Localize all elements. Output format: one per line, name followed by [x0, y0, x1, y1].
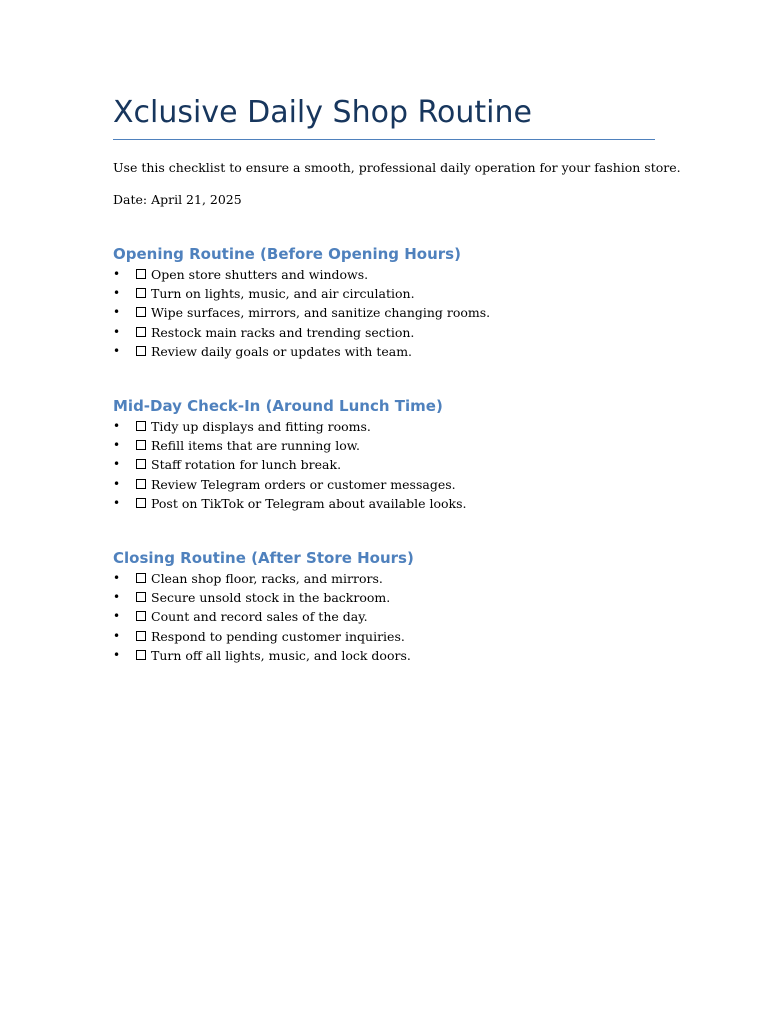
task-item: [113, 284, 655, 303]
bullet-icon: •: [113, 419, 121, 433]
task-text: Respond to pending customer inquiries.: [151, 628, 405, 644]
task-item: [113, 494, 655, 513]
checkbox-icon[interactable]: [136, 650, 146, 660]
bullet-icon: •: [113, 305, 121, 320]
task-item: [113, 646, 655, 665]
task-item: [113, 588, 655, 607]
checkbox-icon[interactable]: [136, 479, 146, 489]
bullet-icon: •: [113, 324, 121, 339]
checkbox-icon[interactable]: [136, 269, 146, 279]
task-text: Refill items that are running low.: [151, 438, 360, 454]
task-item: [113, 265, 655, 284]
task-item: [113, 569, 655, 588]
bullet-icon: •: [113, 438, 121, 453]
section-closing-routine: [113, 547, 655, 665]
title-divider: [113, 139, 655, 140]
bullet-icon: •: [113, 647, 121, 662]
task-text: Staff rotation for lunch break.: [151, 457, 342, 473]
task-item: [113, 436, 655, 455]
task-text: Secure unsold stock in the backroom.: [151, 590, 391, 606]
task-item: [113, 607, 655, 626]
task-list: [113, 417, 655, 513]
checkbox-icon[interactable]: [136, 631, 146, 641]
checkbox-icon[interactable]: [136, 346, 146, 356]
checkbox-icon[interactable]: [136, 307, 146, 317]
task-text: Restock main racks and trending section.: [151, 324, 415, 340]
task-item: [113, 342, 655, 361]
task-text: Open store shutters and windows.: [151, 267, 369, 282]
task-text: Review daily goals or updates with team.: [151, 343, 413, 359]
bullet-icon: •: [113, 476, 121, 491]
task-text: Count and record sales of the day.: [151, 609, 368, 625]
task-text: Turn on lights, music, and air circulation.: [151, 286, 415, 302]
task-item: [113, 303, 655, 322]
intro-paragraph: Use this checklist to ensure a smooth, professional daily operation for your fashion store.: [113, 160, 681, 175]
task-text: Post on TikTok or Telegram about available looks.: [151, 495, 467, 511]
task-item: [113, 475, 655, 494]
section-heading: Opening Routine (Before Opening Hours): [113, 245, 461, 263]
checkbox-icon[interactable]: [136, 611, 146, 621]
bullet-icon: •: [113, 571, 121, 585]
task-item: [113, 627, 655, 646]
task-item: [113, 455, 655, 474]
section-opening-routine: [113, 243, 655, 361]
task-item: [113, 323, 655, 342]
task-item: [113, 417, 655, 436]
bullet-icon: •: [113, 495, 121, 510]
task-text: Clean shop floor, racks, and mirrors.: [151, 571, 383, 586]
bullet-icon: •: [113, 590, 121, 605]
checkbox-icon[interactable]: [136, 459, 146, 469]
checkbox-icon[interactable]: [136, 327, 146, 337]
task-list: [113, 265, 655, 361]
checkbox-icon[interactable]: [136, 498, 146, 508]
date-line: Date: April 21, 2025: [113, 192, 242, 207]
checkbox-icon[interactable]: [136, 573, 146, 583]
bullet-icon: •: [113, 628, 121, 643]
task-text: Wipe surfaces, mirrors, and sanitize changing rooms.: [151, 305, 491, 321]
task-text: Review Telegram orders or customer messages.: [151, 476, 456, 492]
bullet-icon: •: [113, 457, 121, 472]
bullet-icon: •: [113, 343, 121, 358]
checkbox-icon[interactable]: [136, 288, 146, 298]
checkbox-icon[interactable]: [136, 421, 146, 431]
document-title: Xclusive Daily Shop Routine: [113, 95, 532, 130]
section-heading: Closing Routine (After Store Hours): [113, 549, 414, 567]
checkbox-icon[interactable]: [136, 440, 146, 450]
bullet-icon: •: [113, 267, 121, 281]
task-text: Tidy up displays and fitting rooms.: [151, 419, 371, 434]
section-heading: Mid-Day Check-In (Around Lunch Time): [113, 397, 443, 415]
section-mid-day-check-in: [113, 395, 655, 513]
bullet-icon: •: [113, 286, 121, 301]
checkbox-icon[interactable]: [136, 592, 146, 602]
task-text: Turn off all lights, music, and lock doors.: [151, 647, 411, 663]
bullet-icon: •: [113, 609, 121, 624]
task-list: [113, 569, 655, 665]
